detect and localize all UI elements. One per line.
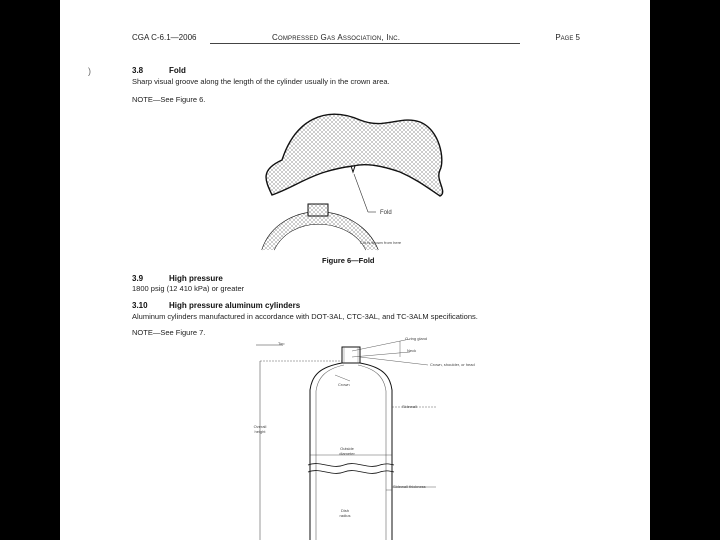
label-dish-radius: Dish radius <box>339 508 351 518</box>
section-3-10-body: Aluminum cylinders manufactured in accordance with DOT-3AL, CTC-3AL, and TC-3ALM specifications. <box>132 312 478 321</box>
section-3-9-heading: 3.9 High pressure <box>132 274 223 283</box>
label-dome: Crown <box>338 382 350 387</box>
section-3-10-note: NOTE—See Figure 7. <box>132 328 206 337</box>
header-rule <box>210 43 520 44</box>
section-3-10-heading: 3.10 High pressure aluminum cylinders <box>132 301 301 310</box>
label-neck: Neck <box>407 348 417 353</box>
doc-id: CGA C-6.1—2006 <box>132 33 197 42</box>
scan-mark: ) <box>88 66 91 76</box>
section-3-9-body: 1800 psig (12 410 kPa) or greater <box>132 284 245 293</box>
figure-6-caption: Figure 6—Fold <box>322 256 375 265</box>
document-page <box>60 0 650 540</box>
page-number: Page 5 <box>555 33 580 42</box>
label-top: Top <box>278 341 285 346</box>
section-3-8-note: NOTE—See Figure 6. <box>132 95 206 104</box>
fold-view-note: Cut is shown from here <box>360 240 402 245</box>
section-3-8-heading: 3.8 Fold <box>132 66 186 75</box>
fold-leader <box>354 174 368 212</box>
publisher: Compressed Gas Association, Inc. <box>272 33 401 42</box>
fold-crown-shape <box>266 114 443 196</box>
break-line-lower <box>308 471 394 474</box>
label-overall-height: Overall height <box>253 424 267 434</box>
label-oring-gland: O-ring gland <box>405 336 428 341</box>
fold-label: Fold <box>380 210 392 216</box>
page-header <box>132 33 580 45</box>
label-outside-diameter: Outside diameter <box>339 446 355 456</box>
label-crown-shoulder-head: Crown, shoulder, or head <box>430 362 475 367</box>
break-line-upper <box>308 464 394 467</box>
label-sidewall: Sidewall <box>402 404 417 409</box>
label-wall-thickness: Sidewall thickness <box>393 484 426 489</box>
fold-groove <box>351 166 355 172</box>
figure-6-drawing <box>250 100 470 255</box>
fold-detail-valve <box>308 204 328 216</box>
section-3-8-body: Sharp visual groove along the length of the cylinder usually in the crown area. <box>132 77 390 86</box>
cylinder-neck <box>342 347 360 363</box>
